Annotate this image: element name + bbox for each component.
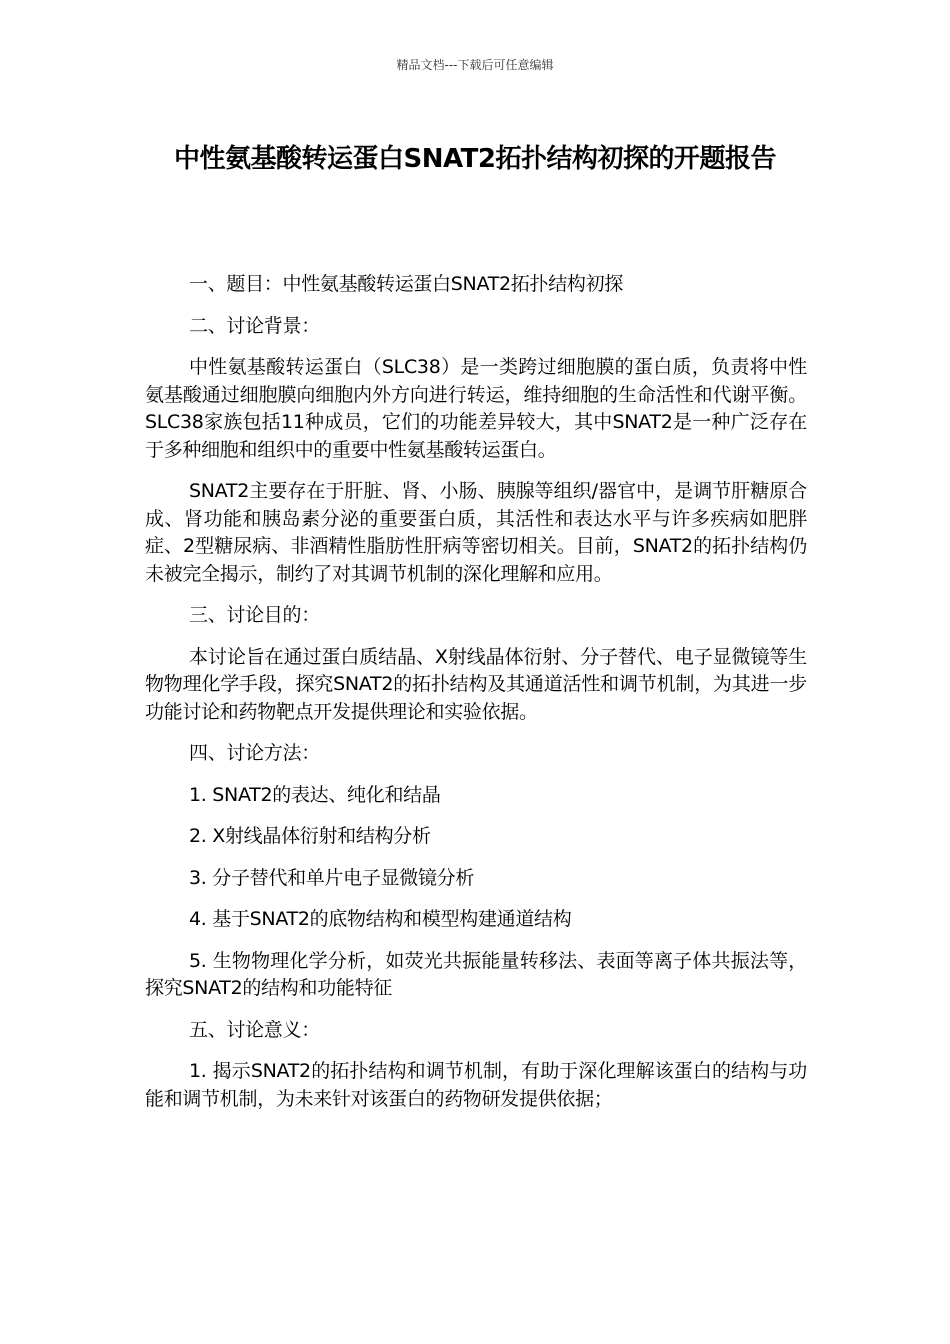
method-item-4: 4. 基于SNAT2的底物结构和模型构建通道结构	[189, 908, 572, 930]
section-heading-methods: 四、讨论方法：	[189, 742, 320, 764]
method-item-2: 2. X射线晶体衍射和结构分析	[189, 825, 431, 847]
section-heading-background: 二、讨论背景：	[189, 314, 320, 337]
section-heading-significance: 五、讨论意义：	[189, 1018, 320, 1041]
document-body	[145, 271, 807, 1127]
paragraph-background-2: SNAT2主要存在于肝脏、肾、小肠、胰腺等组织/器官中，是调节肝糖原合成、肾功能和胰岛素分泌的重要蛋白质，其活性和表达水平与许多疾病如肥胖症、2型糖尿病、非酒精性脂肪性肝病等密切相关。目前，SNAT2的拓扑结构仍未被完全揭示，制约了对其调节机制的深化理解和应用。	[145, 480, 807, 585]
section-heading-purpose: 三、讨论目的：	[189, 604, 320, 626]
paragraph-purpose: 本讨论旨在通过蛋白质结晶、X射线晶体衍射、分子替代、电子显微镜等生物物理化学手段，探究SNAT2的拓扑结构及其通道活性和调节机制，为其进一步功能讨论和药物靶点开发提供理论和实验依据。	[145, 645, 807, 723]
method-item-1: 1. SNAT2的表达、纯化和结晶	[189, 783, 441, 806]
section-heading-topic: 一、题目：中性氨基酸转运蛋白SNAT2拓扑结构初探	[189, 273, 623, 295]
paragraph-background-1: 中性氨基酸转运蛋白（SLC38）是一类跨过细胞膜的蛋白质，负责将中性氨基酸通过细胞膜向细胞内外方向进行转运，维持细胞的生命活性和代谢平衡。SLC38家族包括11种成员，它们的功能差异较大，其中SNAT2是一种广泛存在于多种细胞和组织中的重要中性氨基酸转运蛋白。	[145, 356, 807, 461]
header-note: 精品文档---下载后可任意编辑	[396, 58, 554, 72]
method-item-5: 5. 生物物理化学分析，如荧光共振能量转移法、表面等离子体共振法等，探究SNAT2的结构和功能特征	[145, 949, 807, 999]
method-item-3: 3. 分子替代和单片电子显微镜分析	[189, 866, 475, 889]
significance-item-1: 1. 揭示SNAT2的拓扑结构和调节机制，有助于深化理解该蛋白的结构与功能和调节机制，为未来针对该蛋白的药物研发提供依据；	[145, 1060, 807, 1110]
document-title: 中性氨基酸转运蛋白SNAT2拓扑结构初探的开题报告	[174, 144, 776, 174]
